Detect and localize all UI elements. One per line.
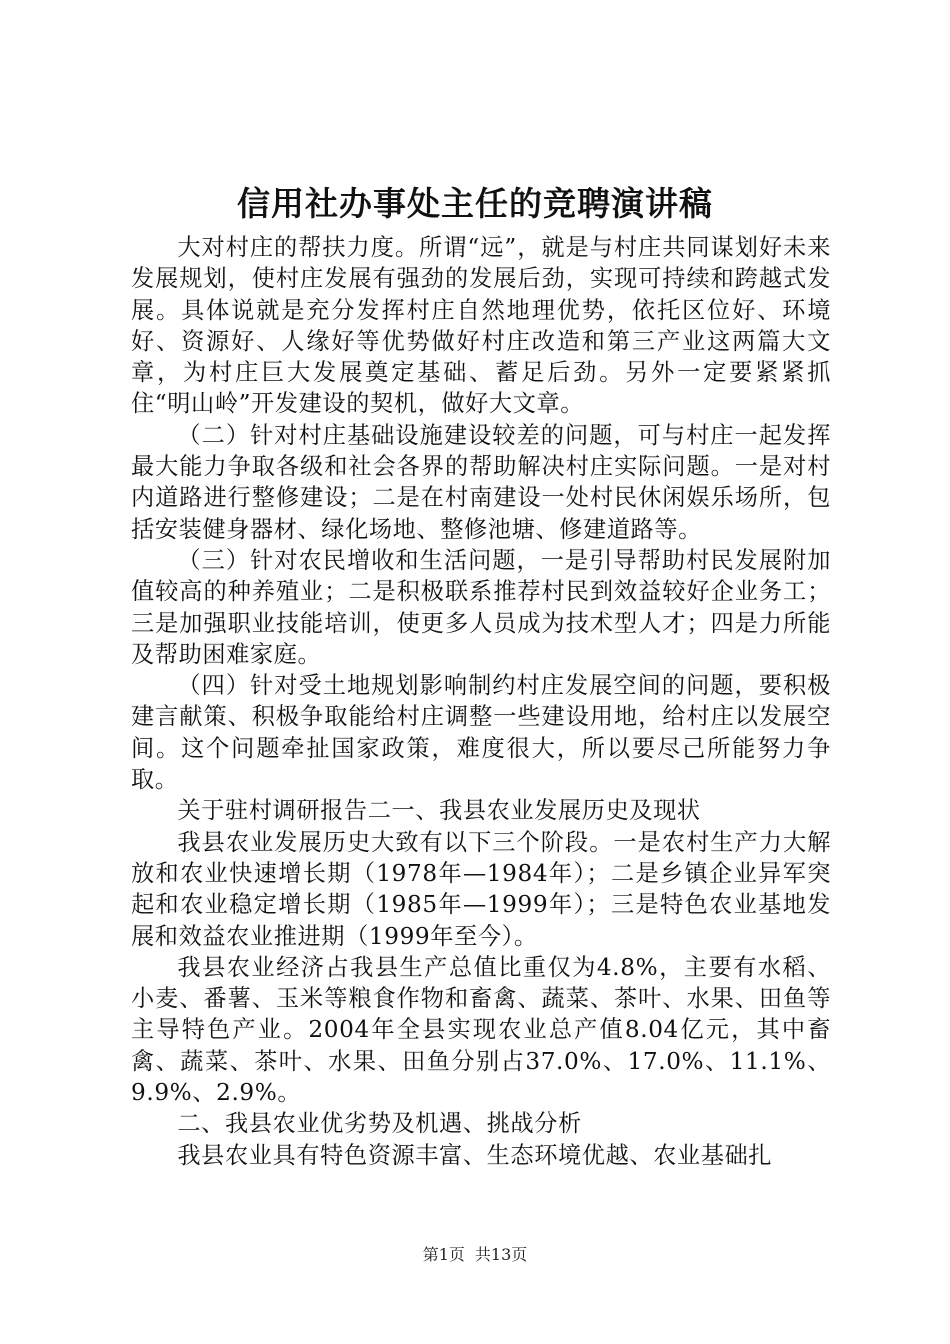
page-number: 第1页 — [422, 1245, 465, 1264]
page-footer — [0, 1244, 950, 1266]
paragraph-6: 我县农业经济占我县生产总值比重仅为4.8%，主要有水稻、小麦、番薯、玉米等粮食作物和畜禽、蔬菜、茶叶、水果、田鱼等主导特色产业。2004年全县实现农业总产值8.04亿元，其中畜禽、蔬菜、茶叶、水果、田鱼分别占37.0%、17.0%、11.1%、9.9%、2.9%。 — [131, 953, 831, 1107]
paragraph-5: 我县农业发展历史大致有以下三个阶段。一是农村生产力大解放和农业快速增长期（1978年—1984年）；二是乡镇企业异军突起和农业稳定增长期（1985年—1999年）；三是特色农业基地发展和效益农业推进期（1999年至今）。 — [131, 828, 831, 950]
section-heading-2: 二、我县农业优劣势及机遇、挑战分析 — [177, 1110, 582, 1138]
paragraph-2: （二）针对村庄基础设施建设较差的问题，可与村庄一起发挥最大能力争取各级和社会各界的帮助解决村庄实际问题。一是对村内道路进行整修建设；二是在村南建设一处村民休闲娱乐场所，包括安装健身器材、绿化场地、整修池塘、修建道路等。 — [131, 421, 831, 543]
paragraph-3: （三）针对农民增收和生活问题，一是引导帮助村民发展附加值较高的种养殖业；二是积极联系推荐村民到效益较好企业务工；三是加强职业技能培训，使更多人员成为技术型人才；四是力所能及帮助困难家庭。 — [131, 546, 831, 668]
page-total: 共13页 — [474, 1245, 528, 1264]
document-title: 信用社办事处主任的竞聘演讲稿 — [237, 184, 713, 223]
section-heading-1: 关于驻村调研报告二一、我县农业发展历史及现状 — [177, 797, 701, 825]
paragraph-1: 大对村庄的帮扶力度。所谓“远”，就是与村庄共同谋划好未来发展规划，使村庄发展有强劲的发展后劲，实现可持续和跨越式发展。具体说就是充分发挥村庄自然地理优势，依托区位好、环境好、资源好、人缘好等优势做好村庄改造和第三产业这两篇大文章，为村庄巨大发展奠定基础、蓄足后劲。另外一定要紧紧抓住“明山岭”开发建设的契机，做好大文章。 — [131, 234, 831, 418]
paragraph-4: （四）针对受土地规划影响制约村庄发展空间的问题，要积极建言献策、积极争取能给村庄调整一些建设用地，给村庄以发展空间。这个问题牵扯国家政策，难度很大，所以要尽己所能努力争取。 — [131, 672, 831, 794]
paragraph-7: 我县农业具有特色资源丰富、生态环境优越、农业基础扎 — [177, 1141, 773, 1169]
document-body — [131, 232, 831, 1171]
